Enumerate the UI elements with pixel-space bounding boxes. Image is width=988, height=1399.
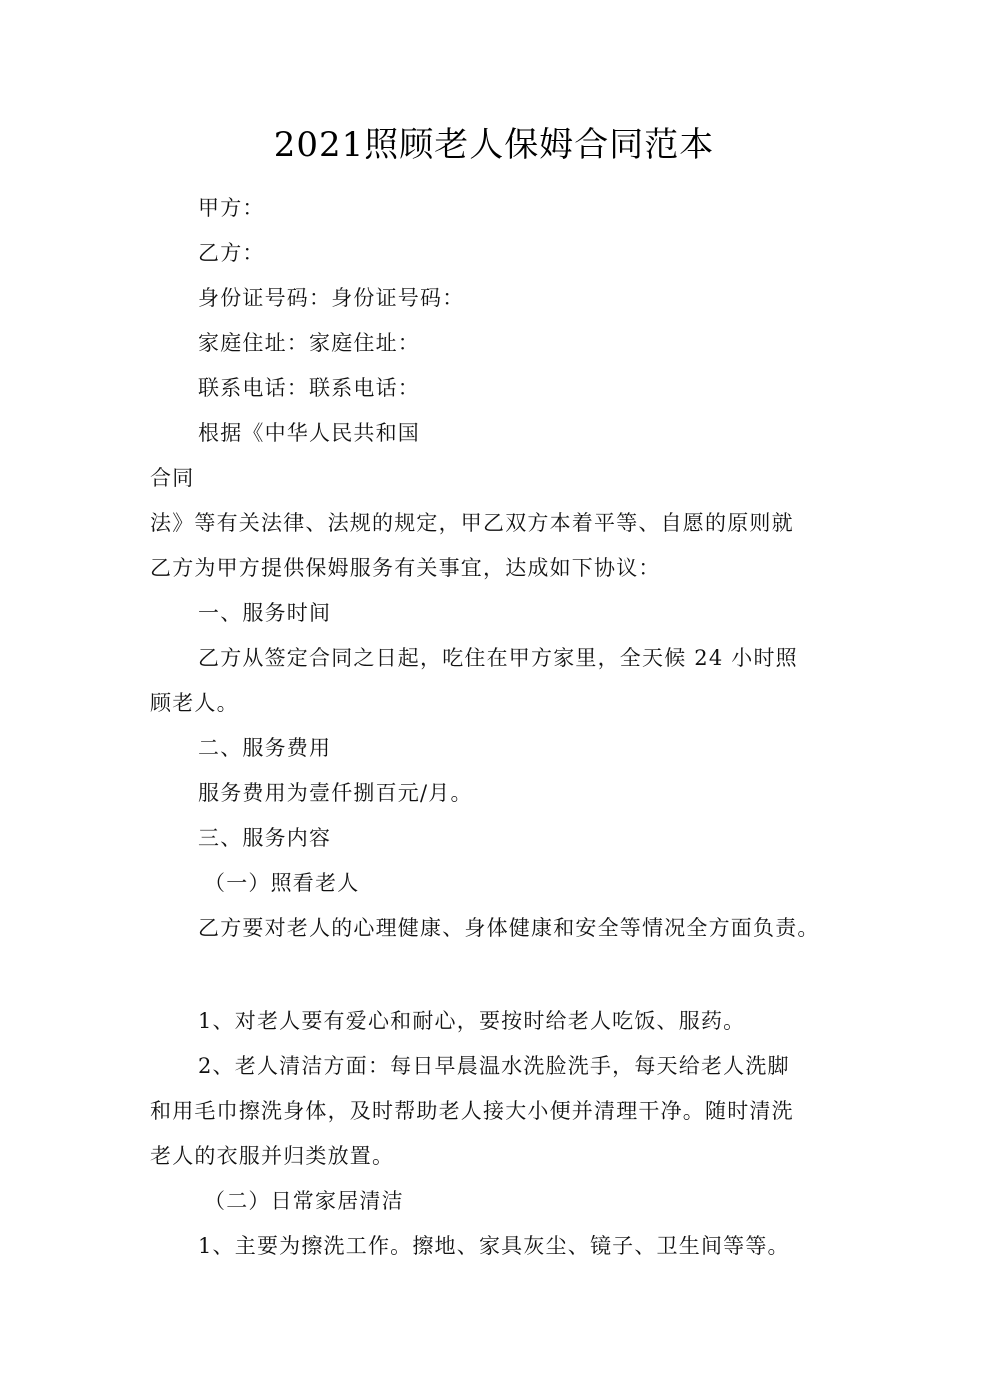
- paragraph-line: 顾老人。: [150, 691, 239, 715]
- subsection-heading: （二）日常家居清洁: [204, 1189, 404, 1213]
- paragraph-line: 合同: [150, 466, 195, 490]
- id-number-line: 身份证号码：身份证号码：: [198, 286, 465, 310]
- party-a-line: 甲方：: [198, 196, 265, 220]
- paragraph-line: 和用毛巾擦洗身体，及时帮助老人接大小便并清理干净。随时清洗: [150, 1099, 794, 1123]
- list-item: 1、主要为擦洗工作。擦地、家具灰尘、镜子、卫生间等等。: [198, 1234, 790, 1258]
- list-item: 2、老人清洁方面：每日早晨温水洗脸洗手，每天给老人洗脚: [198, 1054, 790, 1078]
- party-b-line: 乙方：: [198, 241, 265, 265]
- list-item: 1、对老人要有爱心和耐心，要按时给老人吃饭、服药。: [198, 1009, 746, 1033]
- section-heading: 一、服务时间: [198, 601, 332, 625]
- paragraph-line: 老人的衣服并归类放置。: [150, 1144, 395, 1168]
- home-address-line: 家庭住址：家庭住址：: [198, 331, 420, 355]
- paragraph-line: 乙方为甲方提供保姆服务有关事宜，达成如下协议：: [150, 556, 661, 580]
- paragraph-line: 乙方要对老人的心理健康、身体健康和安全等情况全方面负责。: [198, 916, 820, 940]
- document-title: 2021照顾老人保姆合同范本: [273, 125, 715, 165]
- paragraph-line: 根据《中华人民共和国: [198, 421, 420, 445]
- section-heading: 二、服务费用: [198, 736, 332, 760]
- subsection-heading: （一）照看老人: [204, 871, 360, 895]
- section-heading: 三、服务内容: [198, 826, 332, 850]
- paragraph-line: 法》等有关法律、法规的规定，甲乙双方本着平等、自愿的原则就: [150, 511, 794, 535]
- phone-line: 联系电话：联系电话：: [198, 376, 420, 400]
- paragraph-line: 服务费用为壹仟捌百元/月。: [198, 781, 473, 805]
- paragraph-line: 乙方从签定合同之日起，吃住在甲方家里，全天候 24 小时照: [198, 646, 798, 670]
